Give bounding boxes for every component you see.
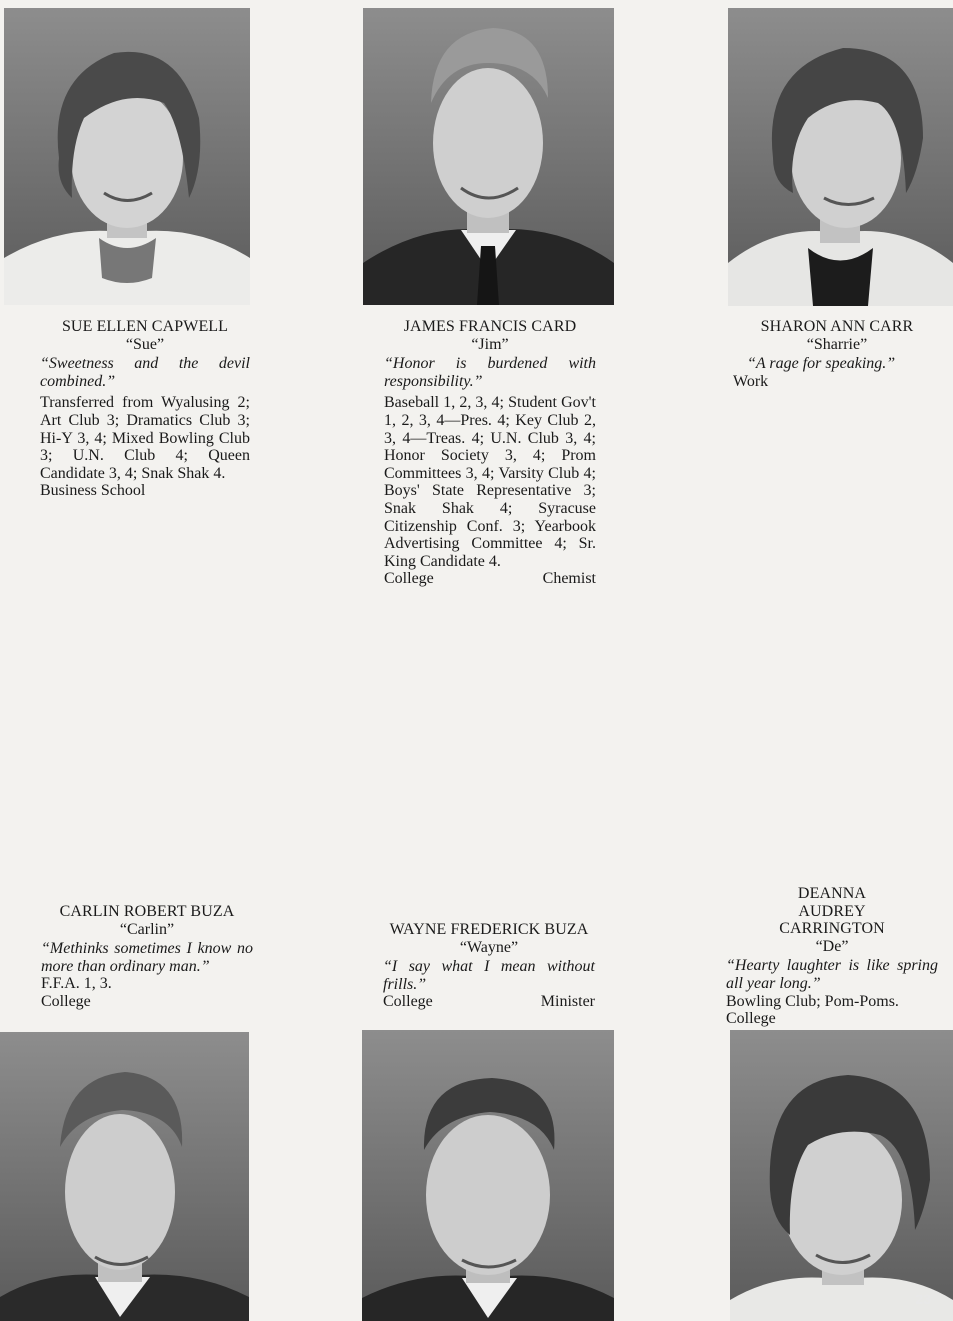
student-plan: Work: [733, 372, 769, 390]
student-plan: College: [41, 992, 91, 1010]
student-quote: “Hearty laughter is like spring all year long.”: [726, 957, 938, 992]
student-entry-sharon-ann-carr: [733, 318, 941, 390]
portrait-photo-wayne-frederick-buza: [362, 1030, 614, 1321]
student-nickname: “Carlin”: [119, 920, 175, 938]
student-activities: Baseball 1, 2, 3, 4; Student Gov't 1, 2, 3, 4—Pres. 4; Key Club 2, 3, 4—Treas. 4; U.N. Club 3, 4; Honor Society 3, 4; Prom Committees 3, 4; Varsity Club 4; Boys' State Representative 3; Snak Shak 4; Syracuse Citizenship Conf. 3; Yearbook Advertising Committee 4; Sr. King Candidate 4.: [384, 394, 596, 570]
student-activities: Transferred from Wyalusing 2; Art Club 3; Dramatics Club 3; Hi-Y 3, 4; Mixed Bowling Club 3; U.N. Club 4; Queen Candidate 3, 4; Snak Shak 4.: [40, 394, 250, 482]
portrait-photo-carlin-robert-buza: [0, 1032, 249, 1321]
student-plan: College: [384, 570, 434, 588]
student-quote: “A rage for speaking.”: [747, 355, 896, 373]
student-plan-row: [383, 993, 595, 1011]
student-name: WAYNE FREDERICK BUZA: [389, 921, 589, 938]
portrait-photo-sue-ellen-capwell: [4, 8, 250, 305]
student-quote: “Honor is burdened with responsibility.”: [384, 355, 596, 390]
student-plan-row: [384, 570, 596, 588]
student-quote: “Methinks sometimes I know no more than ordinary man.”: [41, 940, 253, 975]
student-nickname: “Jim”: [471, 335, 509, 353]
student-activities: F.F.A. 1, 3.: [41, 975, 112, 993]
student-nickname: “Sue”: [125, 335, 165, 353]
student-nickname: “De”: [815, 937, 849, 955]
student-name: SUE ELLEN CAPWELL: [61, 318, 229, 335]
student-nickname: “Wayne”: [459, 938, 519, 956]
student-name: CARLIN ROBERT BUZA: [59, 903, 235, 920]
student-entry-carlin-robert-buza: [41, 903, 253, 1011]
student-plan: College: [383, 993, 433, 1011]
page-number: 23: [915, 1291, 931, 1307]
student-quote: “I say what I mean without frills.”: [383, 958, 595, 993]
student-entry-james-francis-card: [384, 318, 596, 588]
student-activities: Bowling Club; Pom-Poms.: [726, 992, 899, 1010]
student-career: Minister: [540, 993, 595, 1011]
student-entry-deanna-audrey-carrington: [726, 885, 938, 1028]
student-nickname: “Sharrie”: [806, 335, 868, 353]
student-name: JAMES FRANCIS CARD: [403, 318, 577, 335]
student-name: SHARON ANN CARR: [760, 318, 914, 335]
student-name: DEANNA AUDREY CARRINGTON: [779, 885, 885, 938]
student-entry-wayne-frederick-buza: [383, 921, 595, 1011]
student-entry-sue-ellen-capwell: [40, 318, 250, 500]
portrait-photo-deanna-audrey-carrington: [730, 1030, 953, 1321]
portrait-photo-james-francis-card: [363, 8, 614, 305]
student-plan: College: [726, 1010, 776, 1028]
portrait-photo-sharon-ann-carr: [728, 8, 953, 306]
student-plan: Business School: [40, 482, 146, 500]
student-career: Chemist: [542, 570, 596, 588]
student-quote: “Sweetness and the devil combined.”: [40, 355, 250, 390]
